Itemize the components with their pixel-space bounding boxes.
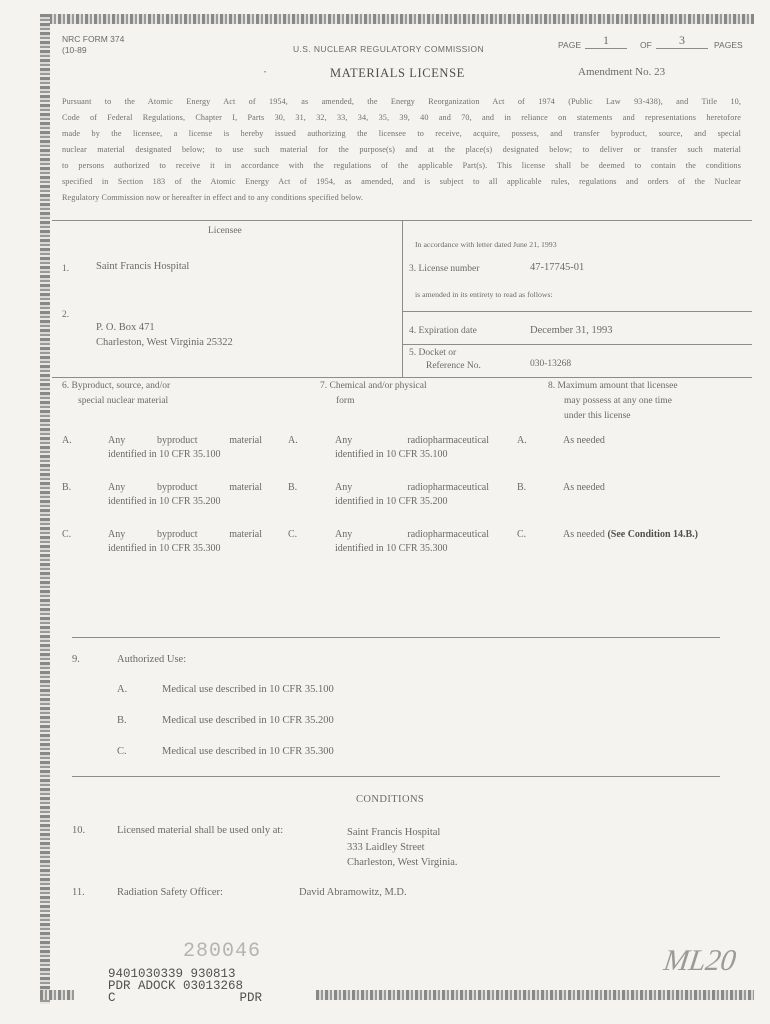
max-letter: A. (517, 435, 527, 446)
license-number: 47-17745-01 (530, 262, 585, 273)
decorative-border-bottom-left (40, 990, 74, 1000)
condition-10-number: 10. (72, 825, 86, 836)
licensee-bottom-rule (52, 377, 752, 378)
expiration-rule (402, 344, 752, 345)
pages-label: PAGES (714, 40, 743, 50)
preamble-line: nuclear material designated below; to use such material for the purpose(s) and at the place(s) designated below; to deliver or transfer such material (62, 145, 741, 154)
material-description (108, 481, 262, 509)
licensee-name: Saint Francis Hospital (96, 261, 190, 272)
doc-control-code: C (108, 991, 116, 1005)
doc-control-code: PDR (239, 991, 263, 1005)
condition-11-number: 11. (72, 887, 85, 898)
authorized-use-letter: C. (117, 746, 127, 757)
address-line-1: P. O. Box 471 (96, 322, 155, 333)
location-line: Charleston, West Virginia. (347, 857, 458, 868)
material-line: Any byproduct material (108, 435, 262, 446)
expiration-label: 4. Expiration date (409, 326, 477, 336)
docket-label-2: Reference No. (426, 361, 481, 371)
conditions-heading: CONDITIONS (356, 794, 425, 805)
row-letter: B. (62, 482, 72, 493)
authorized-use-letter: B. (117, 715, 127, 726)
radiation-safety-officer: David Abramowitz, M.D. (299, 887, 407, 898)
amendment-number: Amendment No. 23 (578, 66, 666, 78)
max-amount-with-note (563, 528, 698, 542)
form-line: Any radiopharmaceutical (335, 435, 489, 446)
bullet-mark: • (264, 70, 267, 76)
address-line-2: Charleston, West Virginia 25322 (96, 337, 233, 348)
page-total: 3 (656, 33, 708, 49)
max-amount: As needed (563, 435, 605, 446)
max-letter: B. (517, 482, 527, 493)
stamp-number: 280046 (183, 940, 262, 963)
column-7-header-line: 7. Chemical and/or physical (320, 381, 427, 391)
decorative-border-top (40, 14, 754, 24)
column-8-header-line: 8. Maximum amount that licensee (548, 381, 678, 391)
authorized-use-item: Medical use described in 10 CFR 35.100 (162, 684, 334, 695)
form-letter: C. (288, 529, 298, 540)
amended-note: is amended in its entirety to read as follows: (415, 290, 553, 299)
preamble-line: Pursuant to the Atomic Energy Act of 1954, as amended, the Energy Reorganization Act of 1974 (Public Law 93-438), and Title 10, (62, 97, 741, 106)
form-description (335, 528, 489, 556)
column-7-header (320, 379, 427, 409)
form-description (335, 481, 489, 509)
preamble-line: to persons authorized to receive it in accordance with the regulations of the applicable Part(s). This license shall be deemed to contain the conditions (62, 161, 741, 170)
material-line: Any byproduct material (108, 529, 262, 540)
max-amount: As needed (563, 529, 605, 540)
commission-name: U.S. NUCLEAR REGULATORY COMMISSION (293, 44, 485, 54)
location-line: Saint Francis Hospital (347, 827, 441, 838)
form-letter: A. (288, 435, 298, 446)
authorized-use-item: Medical use described in 10 CFR 35.200 (162, 715, 334, 726)
decorative-border-bottom-right (316, 990, 754, 1000)
preamble-line: Code of Federal Regulations, Chapter I, Parts 30, 31, 32, 33, 34, 35, 39, 40 and 70, and in reliance on statements and representations heretofore (62, 113, 741, 122)
row-letter: C. (62, 529, 72, 540)
handwritten-initials: ML20 (661, 944, 739, 977)
authorized-use-label: Authorized Use: (117, 654, 187, 665)
form-line: identified in 10 CFR 35.200 (335, 496, 448, 507)
section-separator (72, 637, 720, 638)
column-6-header-line: special nuclear material (78, 396, 169, 406)
location-line: 333 Laidley Street (347, 842, 425, 853)
authorized-use-item: Medical use described in 10 CFR 35.300 (162, 746, 334, 757)
column-6-header-line: 6. Byproduct, source, and/or (62, 381, 171, 391)
form-line: Any radiopharmaceutical (335, 482, 489, 493)
document-title: MATERIALS LICENSE (330, 66, 465, 80)
column-8-header-line: may possess at any one time (564, 396, 672, 406)
column-8-header-line: under this license (564, 411, 631, 421)
condition-10-label: Licensed material shall be used only at: (117, 825, 284, 836)
license-number-label: 3. License number (409, 264, 480, 274)
item2-number: 2. (62, 310, 70, 320)
doc-control-line: 9401030339 930813 (108, 967, 236, 981)
document-control-number (108, 968, 262, 1004)
material-line: identified in 10 CFR 35.300 (108, 543, 221, 554)
page-number: 1 (585, 33, 627, 49)
item1-number: 1. (62, 264, 70, 274)
form-description (335, 434, 489, 462)
max-amount: As needed (563, 482, 605, 493)
licensee-heading: Licensee (208, 226, 242, 236)
licensee-divider (402, 220, 403, 378)
max-letter: C. (517, 529, 527, 540)
preamble-line: made by the licensee, a license is hereby issued authorizing the licensee to receive, acquire, possess, and transfer byproduct, source, and special (62, 129, 741, 138)
page-label: PAGE (558, 40, 581, 50)
material-description (108, 434, 262, 462)
doc-control-line: PDR ADOCK 03013268 (108, 979, 244, 993)
preamble-line: specified in Section 183 of the Atomic Energy Act of 1954, as amended, and is subject to all applicable rules, regulations and orders of the Nuclear (62, 177, 741, 186)
material-description (108, 528, 262, 556)
material-line: Any byproduct material (108, 482, 262, 493)
docket-label-1: 5. Docket or (409, 348, 457, 358)
form-line: identified in 10 CFR 35.300 (335, 543, 448, 554)
material-line: identified in 10 CFR 35.200 (108, 496, 221, 507)
preamble (62, 94, 741, 206)
column-8-header (548, 379, 678, 424)
condition-11-label: Radiation Safety Officer: (117, 887, 223, 898)
form-line: identified in 10 CFR 35.100 (335, 449, 448, 460)
conditions-separator (72, 776, 720, 777)
doc-control-line (108, 992, 262, 1004)
form-number: NRC FORM 374 (62, 34, 125, 44)
license-number-rule (402, 311, 752, 312)
letter-note: In accordance with letter dated June 21, 1993 (415, 240, 557, 249)
docket-number: 030-13268 (530, 359, 572, 369)
condition-reference: (See Condition 14.B.) (607, 529, 698, 540)
item9-number: 9. (72, 654, 80, 665)
row-letter: A. (62, 435, 72, 446)
of-label: OF (640, 40, 652, 50)
material-line: identified in 10 CFR 35.100 (108, 449, 221, 460)
preamble-line: Regulatory Commission now or hereafter in effect and to any conditions specified below. (62, 193, 364, 202)
form-letter: B. (288, 482, 298, 493)
form-line: Any radiopharmaceutical (335, 529, 489, 540)
authorized-use-letter: A. (117, 684, 128, 695)
expiration-date: December 31, 1993 (530, 325, 613, 336)
column-6-header (62, 379, 170, 409)
usage-location (347, 825, 458, 870)
form-date: (10-89 (62, 45, 87, 55)
column-7-header-line: form (336, 396, 355, 406)
decorative-border-left (40, 14, 50, 1004)
